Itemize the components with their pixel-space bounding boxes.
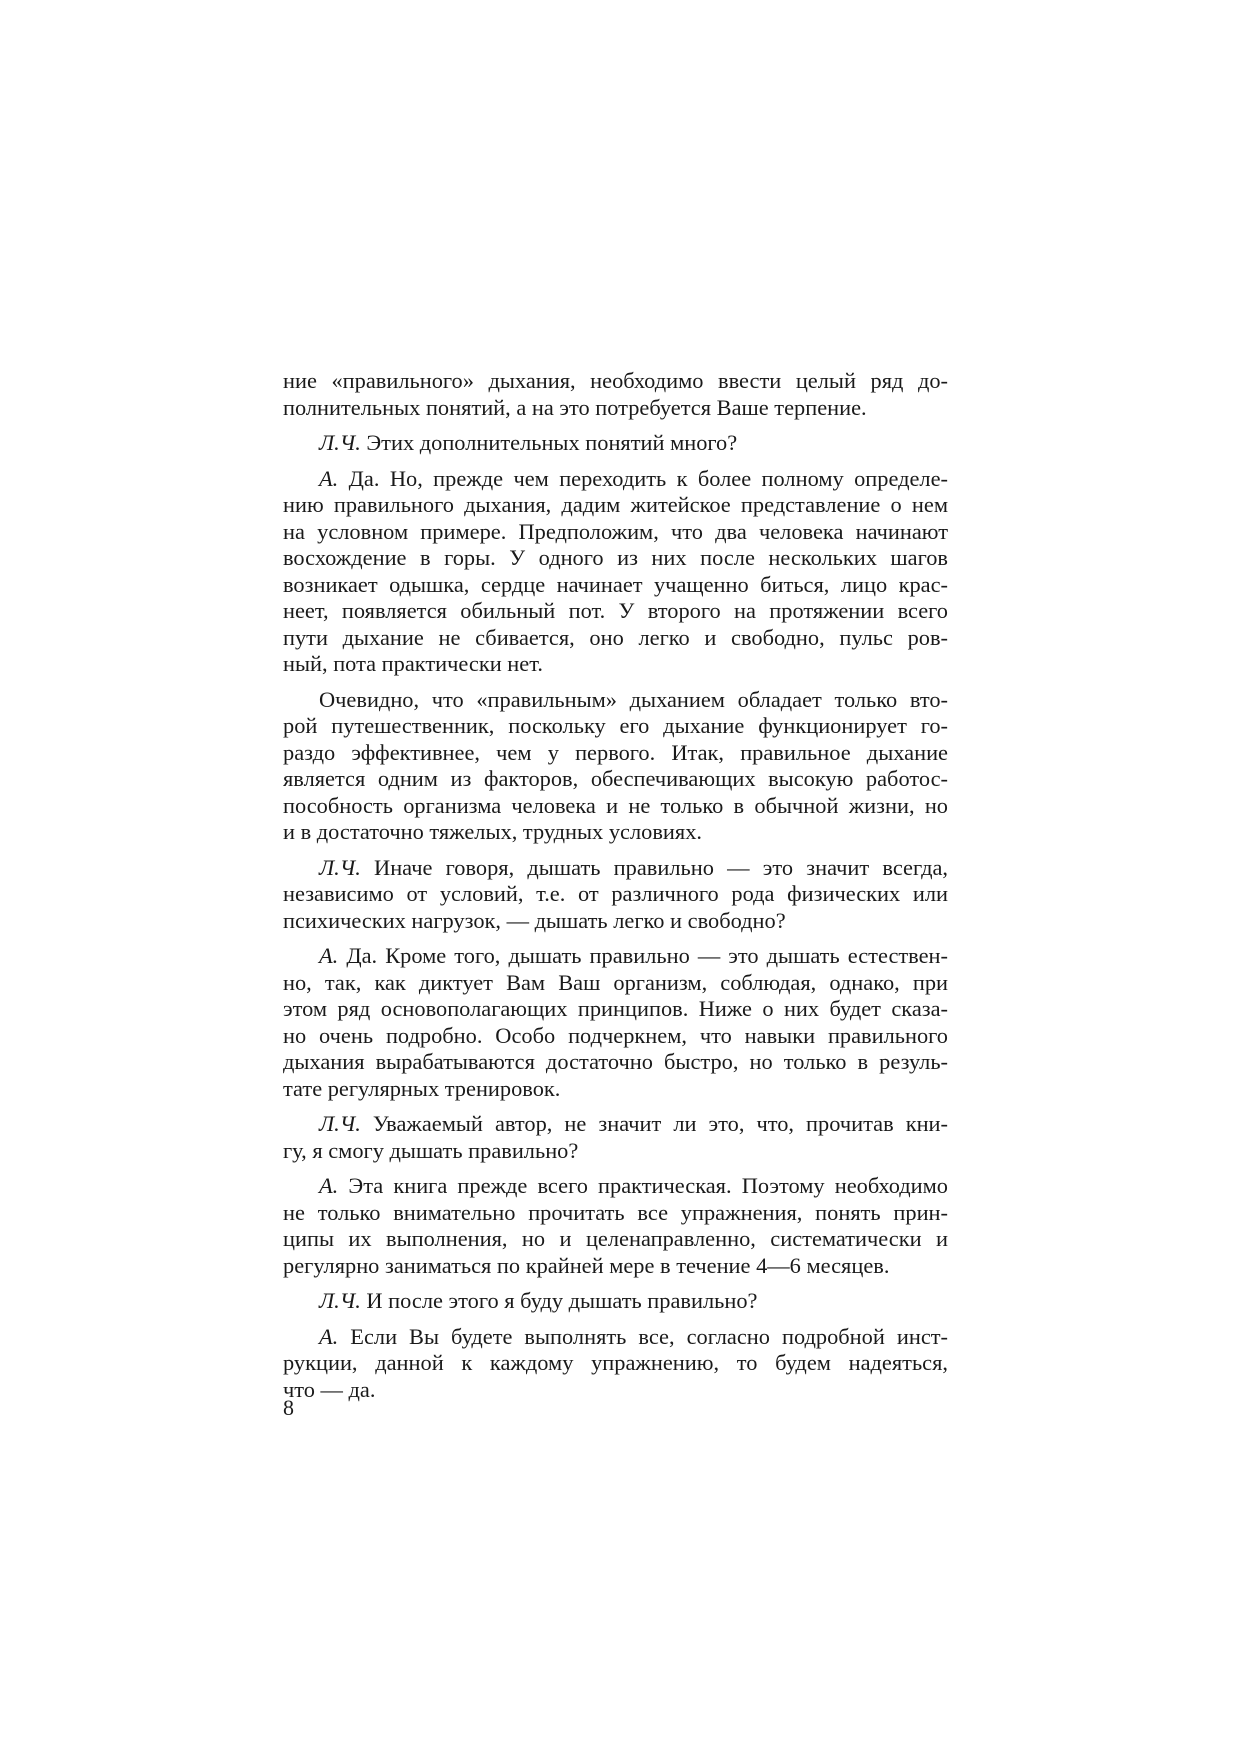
speaker-label: А. xyxy=(319,465,339,491)
line-text: рукции, данной к каждому упражнению, то будем надеяться, xyxy=(283,1350,948,1375)
text-line xyxy=(283,1111,948,1138)
line-text: неет, появляется обильный пот. У второго на протяжении всего xyxy=(283,598,948,623)
text-line xyxy=(283,545,948,572)
text-line xyxy=(283,466,948,493)
text-line xyxy=(283,1226,948,1253)
body-text xyxy=(283,368,948,1412)
text-line xyxy=(283,1023,948,1050)
paragraph xyxy=(283,1111,948,1164)
text-line xyxy=(283,687,948,714)
line-text: психических нагрузок, — дышать легко и свободно? xyxy=(283,907,786,933)
text-line xyxy=(283,572,948,599)
text-line xyxy=(283,519,948,546)
paragraph xyxy=(283,368,948,421)
line-text: на условном примере. Предположим, что два человека начинают xyxy=(283,518,948,544)
paragraph xyxy=(283,1173,948,1279)
line-text: Если Вы будете выполнять все, согласно подробной инст- xyxy=(338,1323,948,1349)
text-line xyxy=(283,766,948,793)
text-line xyxy=(283,908,948,935)
speaker-label: А. xyxy=(319,943,339,968)
line-text: Очевидно, что «правильным» дыханием обладает только вто- xyxy=(319,686,948,712)
paragraph xyxy=(283,466,948,678)
text-line xyxy=(283,1138,948,1165)
text-line xyxy=(283,1288,948,1315)
line-text: Да. Кроме того, дышать правильно — это дышать естествен- xyxy=(338,943,948,968)
line-text: Эта книга прежде всего практическая. Поэтому необходимо xyxy=(338,1173,948,1198)
line-text: нию правильного дыхания, дадим житейское представление о нем xyxy=(283,492,948,517)
line-text: ние «правильного» дыхания, необходимо ввести целый ряд до- xyxy=(283,368,948,393)
speaker-label: Л.Ч. xyxy=(319,430,361,455)
text-line xyxy=(283,1076,948,1103)
line-text: тате регулярных тренировок. xyxy=(283,1075,561,1101)
speaker-label: Л.Ч. xyxy=(319,1111,361,1136)
line-text: является одним из факторов, обеспечивающих высокую работос- xyxy=(283,766,948,791)
text-line xyxy=(283,1377,948,1404)
speaker-label: Л.Ч. xyxy=(319,1288,361,1313)
text-line xyxy=(283,1173,948,1200)
text-line xyxy=(283,625,948,652)
text-line xyxy=(283,368,948,395)
line-text: Этих дополнительных понятий много? xyxy=(360,430,738,455)
speaker-label: А. xyxy=(319,1323,339,1349)
line-text: возникает одышка, сердце начинает учащенно биться, лицо крас- xyxy=(283,571,948,597)
text-line xyxy=(283,1200,948,1227)
text-line xyxy=(283,970,948,997)
line-text: Уважаемый автор, не значит ли это, что, прочитав кни- xyxy=(360,1111,948,1136)
line-text: Иначе говоря, дышать правильно — это значит всегда, xyxy=(360,854,948,880)
line-text: И после этого я буду дышать правильно? xyxy=(360,1288,758,1313)
text-line xyxy=(283,996,948,1023)
paragraph xyxy=(283,1324,948,1404)
text-line xyxy=(283,881,948,908)
line-text: не только внимательно прочитать все упражнения, понять прин- xyxy=(283,1199,948,1225)
text-line xyxy=(283,855,948,882)
line-text: но, так, как диктует Вам Ваш организм, соблюдая, однако, при xyxy=(283,969,948,995)
text-line xyxy=(283,1253,948,1280)
line-text: пособность организма человека и не только в обычной жизни, но xyxy=(283,792,948,818)
line-text: гу, я смогу дышать правильно? xyxy=(283,1137,579,1163)
line-text: раздо эффективнее, чем у первого. Итак, правильное дыхание xyxy=(283,739,948,765)
paragraph xyxy=(283,855,948,935)
text-line xyxy=(283,1049,948,1076)
text-line xyxy=(283,1350,948,1377)
line-text: рой путешественник, поскольку его дыхание функционирует го- xyxy=(283,713,948,738)
line-text: что — да. xyxy=(283,1376,376,1402)
line-text: но очень подробно. Особо подчеркнем, что навыки правильного xyxy=(283,1022,948,1048)
text-line xyxy=(283,740,948,767)
text-line xyxy=(283,651,948,678)
text-line xyxy=(283,819,948,846)
text-line xyxy=(283,943,948,970)
line-text: Да. Но, прежде чем переходить к более полному определе- xyxy=(338,465,948,491)
text-line xyxy=(283,1324,948,1351)
line-text: этом ряд основополагающих принципов. Ниже о них будет сказа- xyxy=(283,996,948,1021)
line-text: восхождение в горы. У одного из них после нескольких шагов xyxy=(283,545,948,570)
line-text: ципы их выполнения, но и целенаправленно, систематически и xyxy=(283,1226,948,1251)
text-line xyxy=(283,492,948,519)
page-number: 8 xyxy=(283,1395,294,1420)
text-line xyxy=(283,713,948,740)
line-text: и в достаточно тяжелых, трудных условиях. xyxy=(283,819,703,844)
paragraph xyxy=(283,430,948,457)
text-line xyxy=(283,395,948,422)
speaker-label: Л.Ч. xyxy=(319,854,361,880)
line-text: полнительных понятий, а на это потребуется Ваше терпение. xyxy=(283,394,867,420)
speaker-label: А. xyxy=(319,1173,339,1198)
line-text: независимо от условий, т.е. от различного рода физических или xyxy=(283,881,948,906)
text-line xyxy=(283,430,948,457)
paragraph xyxy=(283,687,948,846)
text-line xyxy=(283,793,948,820)
text-line xyxy=(283,598,948,625)
paragraph xyxy=(283,1288,948,1315)
paragraph xyxy=(283,943,948,1102)
line-text: пути дыхание не сбивается, оно легко и свободно, пульс ров- xyxy=(283,624,948,650)
line-text: дыхания вырабатываются достаточно быстро, но только в резуль- xyxy=(283,1049,948,1074)
line-text: регулярно заниматься по крайней мере в течение 4—6 месяцев. xyxy=(283,1252,890,1278)
line-text: ный, пота практически нет. xyxy=(283,651,543,676)
